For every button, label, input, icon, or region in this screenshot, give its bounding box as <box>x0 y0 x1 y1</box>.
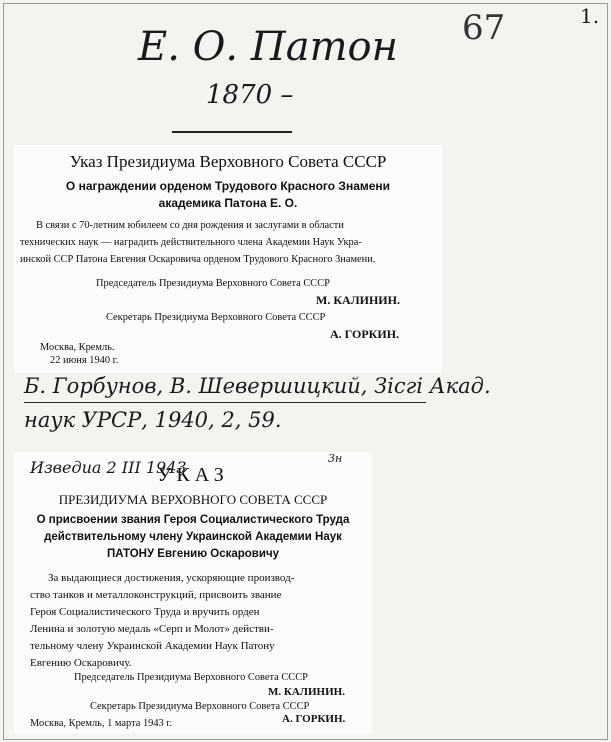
decree2-chairman-name: М. КАЛИНИН. <box>268 686 345 698</box>
note-underline <box>24 402 426 403</box>
decree-title: Указ Президиума Верховного Совета СССР <box>69 152 387 171</box>
handwritten-corner-mark: 1. <box>580 4 600 28</box>
decree2-body-line2: ство танков и металлоконструкций, присвоить звание <box>30 589 282 601</box>
decree2-heading: УКАЗ <box>157 464 229 486</box>
decree-place: Москва, Кремль. <box>40 342 115 353</box>
chairman-name: М. КАЛИНИН. <box>316 293 400 307</box>
handwritten-ref-number: 67 <box>462 8 506 48</box>
decree2-body-line5: тельному члену Украинской Академии Наук Патону <box>30 640 275 652</box>
handwritten-note-line1: Б. Горбунов, В. Шевершицкий, Зiсгi Акад. <box>24 374 491 398</box>
decree2-body-line6: Евгению Оскаровичу. <box>30 657 132 669</box>
decree2-chairman-title: Председатель Президиума Верховного Совета СССР <box>74 672 308 683</box>
decree2-body-line1: За выдающиеся достижения, ускоряющие производ- <box>48 572 295 584</box>
decree2-subtitle-line2: действительному члену Украинской Академии Наук <box>44 531 342 543</box>
decree2-secretary-title: Секретарь Президиума Верховного Совета СССР <box>90 701 310 712</box>
decree-subtitle-line1: О награждении орденом Трудового Красного Знамени <box>65 179 391 193</box>
handwritten-date-note: Изведиа 2 III 1943 <box>30 458 187 477</box>
decree2-secretary-name: А. ГОРКИН. <box>282 713 346 725</box>
handwritten-name: Е. О. Патон <box>138 24 398 70</box>
separator-rule <box>172 131 292 133</box>
decree2-subtitle-line1: О присвоении звания Героя Социалистического Труда <box>36 514 350 526</box>
decree-date: 22 июня 1940 г. <box>50 355 119 366</box>
handwritten-date-sup: 3н <box>328 452 343 465</box>
decree2-body-line3: Героя Социалистического Труда и вручить орден <box>30 606 260 618</box>
decree2-subtitle-line3: ПАТОНУ Евгению Оскаровичу <box>106 548 280 560</box>
chairman-title: Председатель Президиума Верховного Совета СССР <box>96 278 330 289</box>
handwritten-note-line2: наук УРСР, 1940, 2, 59. <box>24 408 282 432</box>
clipping-1943 <box>14 452 372 734</box>
secretary-name: А. ГОРКИН. <box>330 327 400 341</box>
decree2-presidium: ПРЕЗИДИУМА ВЕРХОВНОГО СОВЕТА СССР <box>58 492 328 507</box>
decree2-place-date: Москва, Кремль, 1 марта 1943 г. <box>30 718 173 729</box>
decree-body-line3: инской ССР Патона Евгения Оскаровича орденом Трудового Красного Знамени. <box>20 254 376 265</box>
clipping-1940 <box>14 145 442 373</box>
decree-body-line2: технических наук — наградить действительного члена Академии Наук Укра- <box>20 237 362 248</box>
decree-body-line1: В связи с 70-летним юбилеем со дня рождения и заслугами в области <box>36 220 344 231</box>
decree-subtitle-line2: академика Патона Е. О. <box>158 196 298 210</box>
handwritten-year: 1870 – <box>206 80 294 110</box>
secretary-title: Секретарь Президиума Верховного Совета СССР <box>106 312 326 323</box>
decree2-body-line4: Ленина и золотую медаль «Серп и Молот» действи- <box>30 623 274 635</box>
